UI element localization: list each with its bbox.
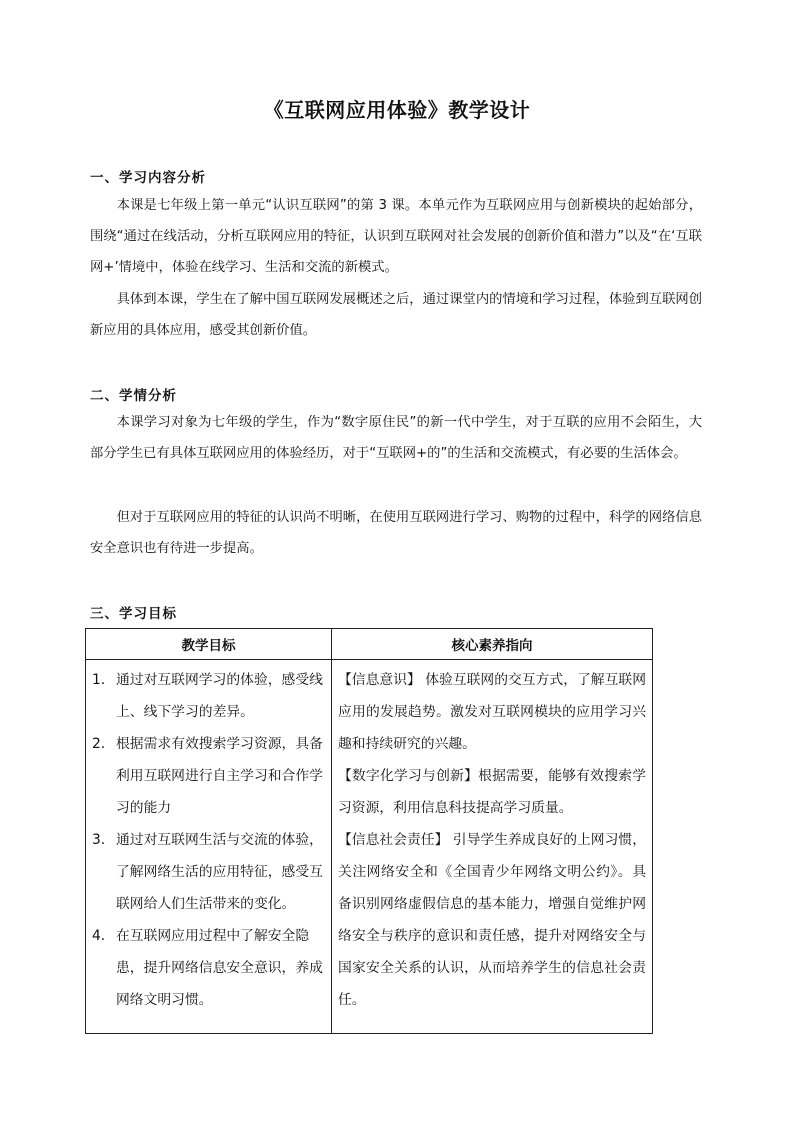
teaching-goals-cell xyxy=(86,660,332,1034)
paragraph-learner-analysis-2: 但对于互联网应用的特征的认识尚不明晰，在使用互联网进行学习、购物的过程中，科学的网络信息安全意识也有待进一步提高。 xyxy=(90,510,702,556)
goal-item-1 xyxy=(92,664,325,728)
goal-text: 通过对互联网学习的体验，感受线上、线下学习的差异。 xyxy=(116,672,323,720)
goal-item-2 xyxy=(92,728,325,824)
goal-number: 3. xyxy=(92,832,106,848)
paragraph-content-analysis-1: 本课是七年级上第一单元“认识互联网”的第 3 课。本单元作为互联网应用与创新模块的起始部分，围绕“通过在线活动，分析互联网应用的特征，认识到互联网对社会发展的创新价值和潜力”以及“在‘互联网+’情境中，体验在线学习、生活和交流的新模式。 xyxy=(90,198,702,275)
table-header-row xyxy=(86,629,653,660)
goal-item-4 xyxy=(92,920,325,1016)
goal-text: 在互联网应用过程中了解安全隐患，提升网络信息安全意识，养成网络文明习惯。 xyxy=(116,928,323,1008)
literacy-information-awareness: 【信息意识】 体验互联网的交互方式，了解互联网应用的发展趋势。激发对互联网模块的应用学习兴趣和持续研究的兴趣。 xyxy=(338,672,646,752)
core-literacy-cell xyxy=(332,660,653,1034)
learning-goals-table xyxy=(85,628,653,1034)
header-teaching-goals: 教学目标 xyxy=(86,629,332,660)
paragraph-content-analysis-2: 具体到本课，学生在了解中国互联网发展概述之后，通过课堂内的情境和学习过程，体验到互联网创新应用的具体应用，感受其创新价值。 xyxy=(90,292,702,338)
section-heading-learning-goals: 三、学习目标 xyxy=(90,606,177,622)
paragraph-learner-analysis-1: 本课学习对象为七年级的学生，作为“数字原住民”的新一代中学生，对于互联的应用不会陌生，大部分学生已有具体互联网应用的体验经历，对于“互联网+的”的生活和交流模式，有必要的生活体会。 xyxy=(90,415,702,461)
goal-number: 1. xyxy=(92,672,106,688)
goal-text: 根据需求有效搜索学习资源，具备利用互联网进行自主学习和合作学习的能力 xyxy=(116,736,323,816)
section-heading-content-analysis: 一、学习内容分析 xyxy=(90,170,206,186)
header-core-literacy: 核心素养指向 xyxy=(332,629,653,660)
literacy-digital-learning-innovation: 【数字化学习与创新】根据需要，能够有效搜索学习资源，利用信息科技提高学习质量。 xyxy=(338,768,646,816)
table-body-row xyxy=(86,660,653,1034)
document-title: 《互联网应用体验》教学设计 xyxy=(263,98,531,122)
section-heading-learner-analysis: 二、学情分析 xyxy=(90,388,177,404)
goal-number: 4. xyxy=(92,928,106,944)
goal-list xyxy=(92,664,325,1016)
goal-number: 2. xyxy=(92,736,106,752)
goal-item-3 xyxy=(92,824,325,920)
goal-text: 通过对互联网生活与交流的体验，了解网络生活的应用特征，感受互联网给人们生活带来的变化。 xyxy=(116,832,323,912)
literacy-information-social-responsibility: 【信息社会责任】 引导学生养成良好的上网习惯，关注网络安全和《全国青少年网络文明公约》。具备识别网络虚假信息的基本能力，增强自觉维护网络安全与秩序的意识和责任感，提升对网络安全与国家安全关系的认识，从而培养学生的信息社会责任。 xyxy=(338,832,646,1008)
